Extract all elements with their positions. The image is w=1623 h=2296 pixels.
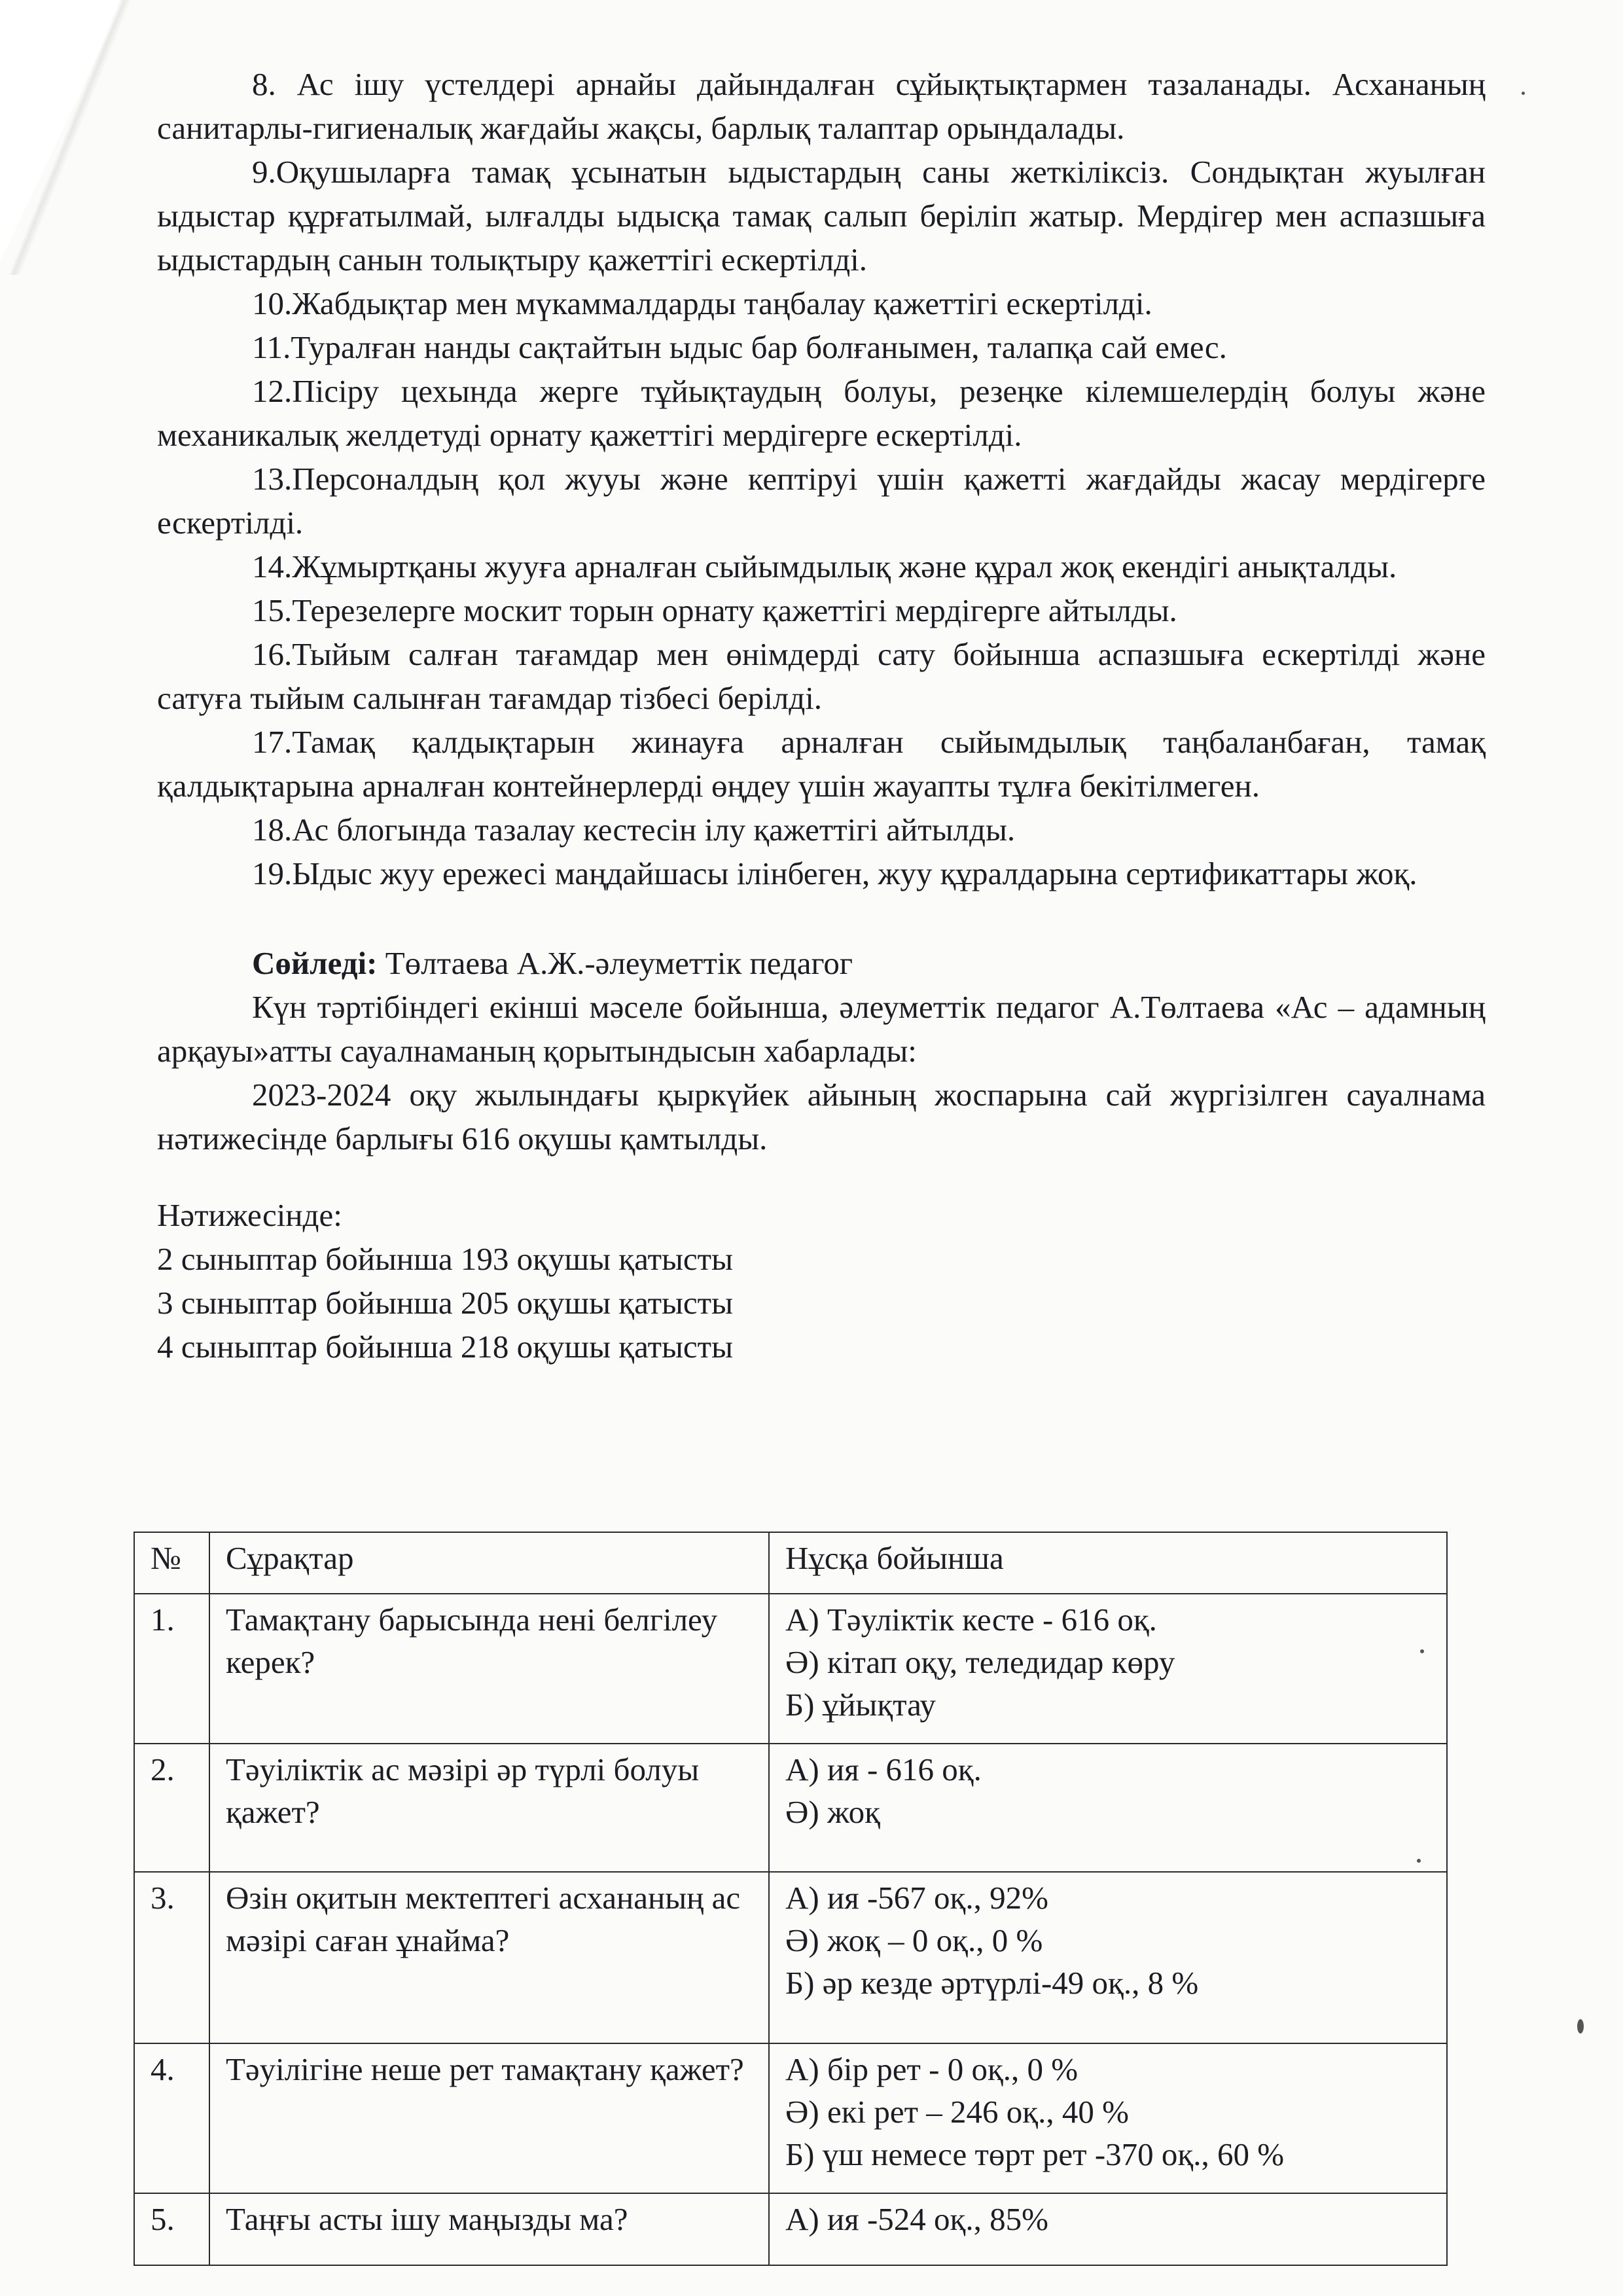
row-number: 4. xyxy=(134,2043,209,2193)
answer-option: Б) ұйықтау xyxy=(785,1687,936,1723)
row-answers xyxy=(769,1744,1447,1872)
answer-option: Ә) екі рет – 246 оқ., 40 % xyxy=(785,2094,1129,2130)
answer-option: А) бір рет - 0 оқ., 0 % xyxy=(785,2051,1079,2087)
report-paragraph-2: 2023-2024 оқу жылындағы қыркүйек айының жоспарына сай жүргізілген сауалнама нәтижесінде барлығы 616 оқушы қамтылды. xyxy=(157,1077,1486,1157)
table-row xyxy=(134,1872,1447,2043)
table-row xyxy=(134,2043,1447,2193)
results-heading: Нәтижесінде: xyxy=(157,1197,342,1233)
item-16: 16.Тыйым салған тағамдар мен өнімдерді сату бойынша аспазшыға ескертілді және сатуға тыйым салынған тағамдар тізбесі берілді. xyxy=(157,636,1486,716)
item-8: 8. Ас ішу үстелдері арнайы дайындалған сұйықтықтармен тазаланады. Асхананың санитарлы-гигиеналық жағдайы жақсы, барлық талаптар орындалады. xyxy=(157,66,1486,146)
row-question: Тамақтану барысында нені белгілеу керек? xyxy=(209,1594,769,1744)
row-question: Таңғы асты ішу маңызды ма? xyxy=(209,2193,769,2265)
results-line: 3 сыныптар бойынша 205 оқушы қатысты xyxy=(157,1285,733,1321)
results-line: 2 сыныптар бойынша 193 оқушы қатысты xyxy=(157,1241,733,1277)
row-answers xyxy=(769,1872,1447,2043)
scan-speck xyxy=(1577,2019,1584,2034)
row-answers xyxy=(769,1594,1447,1744)
answer-option: Ә) кітап оқу, теледидар көру xyxy=(785,1644,1175,1680)
document-body xyxy=(157,62,1486,1369)
speaker-label: Сөйледі: xyxy=(252,945,378,981)
answer-option: Ә) жоқ – 0 оқ., 0 % xyxy=(785,1922,1043,1958)
item-19: 19.Ыдыс жуу ережесі маңдайшасы ілінбеген, жуу құралдарына сертификаттары жоқ. xyxy=(252,855,1418,891)
scan-speck xyxy=(1420,1649,1424,1653)
item-14: 14.Жұмыртқаны жууға арналған сыйымдылық және құрал жоқ екендігі анықталды. xyxy=(252,548,1397,584)
table-row xyxy=(134,1594,1447,1744)
row-answers xyxy=(769,2193,1447,2265)
table-header-row xyxy=(134,1532,1447,1594)
item-15: 15.Терезелерге москит торын орнату қажеттігі мердігерге айтылды. xyxy=(252,592,1177,628)
row-question: Тәуілігіне неше рет тамақтану қажет? xyxy=(209,2043,769,2193)
scan-speck xyxy=(1522,92,1525,95)
results-line: 4 сыныптар бойынша 218 оқушы қатысты xyxy=(157,1329,733,1365)
speaker-line xyxy=(157,941,1486,985)
item-9: 9.Оқушыларға тамақ ұсынатын ыдыстардың саны жеткіліксіз. Сондықтан жуылған ыдыстар құрғатылмай, ылғалды ыдысқа тамақ салып беріліп жатыр. Мердігер мен аспазшыға ыдыстардың санын толықтыру қажеттігі ескертілді. xyxy=(157,154,1486,278)
spacer xyxy=(157,895,1486,941)
answer-option: А) Тәуліктік кесте - 616 оқ. xyxy=(785,1602,1157,1638)
row-question: Тәуіліктік ас мәзірі әр түрлі болуы қажет? xyxy=(209,1744,769,1872)
report-paragraph-1: Күн тәртібіндегі екінші мәселе бойынша, әлеуметтік педагог А.Төлтаева «Ас – адамның арқауы»атты сауалнаманың қорытындысын хабарлады: xyxy=(157,989,1486,1069)
item-11: 11.Туралған нанды сақтайтын ыдыс бар болғанымен, талапқа сай емес. xyxy=(252,329,1227,365)
item-18: 18.Ас блогында тазалау кестесін ілу қажеттігі айтылды. xyxy=(252,812,1016,848)
header-questions: Сұрақтар xyxy=(209,1532,769,1594)
answer-option: Ә) жоқ xyxy=(785,1794,880,1830)
answer-option: А) ия - 616 оқ. xyxy=(785,1751,982,1787)
header-options: Нұсқа бойынша xyxy=(769,1532,1447,1594)
scan-speck xyxy=(1417,1859,1421,1863)
item-10: 10.Жабдықтар мен мүкаммалдарды таңбалау қажеттігі ескертілді. xyxy=(252,285,1152,321)
survey-table xyxy=(134,1532,1448,2266)
spacer xyxy=(157,1160,1486,1193)
row-question: Өзін оқитын мектептегі асхананың ас мәзірі саған ұнайма? xyxy=(209,1872,769,2043)
answer-option: А) ия -524 оқ., 85% xyxy=(785,2201,1048,2237)
row-number: 1. xyxy=(134,1594,209,1744)
item-12: 12.Пісіру цехында жерге тұйықтаудың болуы, резеңке кілемшелердің болуы және механикалық желдетуді орнату қажеттігі мердігерге ескертілді. xyxy=(157,373,1486,453)
row-answers xyxy=(769,2043,1447,2193)
speaker-name: Төлтаева А.Ж.-әлеуметтік педагог xyxy=(377,945,853,981)
item-13: 13.Персоналдың қол жууы және кептіруі үшін қажетті жағдайды жасау мердігерге ескертілді. xyxy=(157,461,1486,541)
table-row xyxy=(134,2193,1447,2265)
table-row xyxy=(134,1744,1447,1872)
answer-option: А) ия -567 оқ., 92% xyxy=(785,1880,1048,1916)
row-number: 2. xyxy=(134,1744,209,1872)
answer-option: Б) үш немесе төрт рет -370 оқ., 60 % xyxy=(785,2136,1285,2172)
corner-shadow xyxy=(0,0,137,275)
header-number: № xyxy=(134,1532,209,1594)
row-number: 3. xyxy=(134,1872,209,2043)
answer-option: Б) әр кезде әртүрлі-49 оқ., 8 % xyxy=(785,1965,1199,2001)
item-17: 17.Тамақ қалдықтарын жинауға арналған сыйымдылық таңбаланбаған, тамақ қалдықтарына арналған контейнерлерді өңдеу үшін жауапты тұлға бекітілмеген. xyxy=(157,724,1486,804)
row-number: 5. xyxy=(134,2193,209,2265)
